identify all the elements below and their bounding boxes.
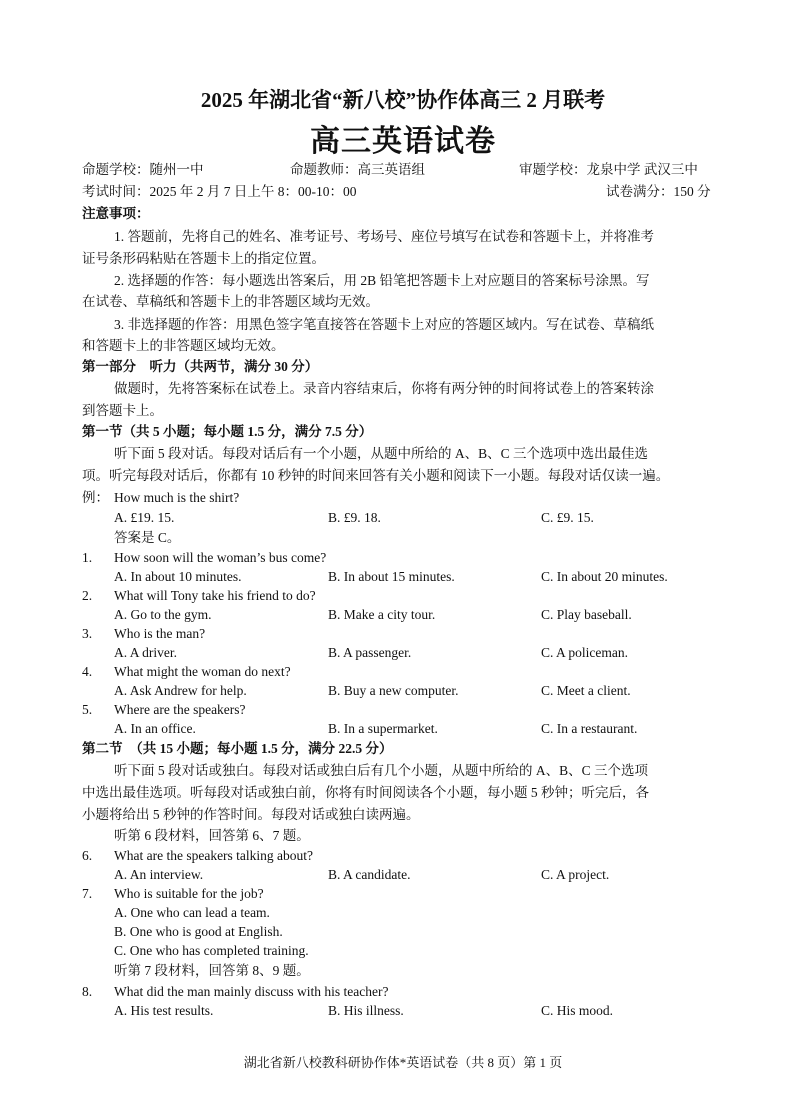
material-instruction: 听第 7 段材料，回答第 8、9 题。 [114,963,310,978]
info-reviewer: 审题学校：龙泉中学 武汉三中 [519,162,698,177]
notice-line: 2. 选择题的作答：每小题选出答案后，用 2B 铅笔把答题卡上对应题目的答案标号涂黑。写 [114,273,650,288]
option-a: A. An interview. [114,867,204,882]
option-b: B. A candidate. [328,867,411,882]
question-number: 1. [82,550,93,565]
example-label: 例： [82,490,109,505]
part1-intro: 到答题卡上。 [82,403,163,418]
option-b: B. One who is good at English. [114,924,283,939]
question-number: 6. [82,848,93,863]
example-option-b: B. £9. 18. [328,510,381,525]
section1-heading: 第一节（共 5 小题；每小题 1.5 分，满分 7.5 分） [82,424,373,439]
notice-heading: 注意事项： [82,206,150,221]
question-number: 8. [82,984,93,999]
question-number: 4. [82,664,93,679]
option-a: A. A driver. [114,645,177,660]
page-footer: 湖北省新八校教科研协作体*英语试卷（共 8 页）第 1 页 [243,1055,563,1070]
question-text: What did the man mainly discuss with his teacher? [114,984,389,999]
question-text: Where are the speakers? [114,702,246,717]
question-text: How soon will the woman’s bus come? [114,550,327,565]
question-number: 7. [82,886,93,901]
question-number: 5. [82,702,93,717]
question-text: What will Tony take his friend to do? [114,588,316,603]
example-answer: 答案是 C。 [114,530,181,545]
part1-intro: 做题时，先将答案标在试卷上。录音内容结束后，你将有两分钟的时间将试卷上的答案转涂 [114,381,654,396]
notice-line: 3. 非选择题的作答：用黑色签字笔直接答在答题卡上对应的答题区域内。写在试卷、草稿纸 [114,317,654,332]
info-score: 试卷满分：150 分 [606,184,711,199]
example-question: How much is the shirt? [114,490,240,505]
question-text: Who is suitable for the job? [114,886,264,901]
notice-line: 和答题卡上的非答题区域均无效。 [82,338,285,353]
section2-heading: 第二节 （共 15 小题；每小题 1.5 分，满分 22.5 分） [82,741,393,756]
option-b: B. His illness. [328,1003,404,1018]
exam-title: 2025 年湖北省“新八校”协作体高三 2 月联考 [200,88,606,112]
section2-intro: 中选出最佳选项。听每段对话或独白前，你将有时间阅读各个小题，每小题 5 秒钟；听完后，各 [82,785,649,800]
material-instruction: 听第 6 段材料，回答第 6、7 题。 [114,828,310,843]
part1-heading: 第一部分 听力（共两节，满分 30 分） [82,359,319,374]
notice-line: 在试卷、草稿纸和答题卡上的非答题区域均无效。 [82,294,379,309]
option-c: C. A policeman. [541,645,628,660]
notice-line: 证号条形码粘贴在答题卡上的指定位置。 [82,251,325,266]
notice-line: 1. 答题前，先将自己的姓名、准考证号、考场号、座位号填写在试卷和答题卡上，并将准考 [114,229,654,244]
option-a: A. In about 10 minutes. [114,569,242,584]
option-b: B. Buy a new computer. [328,683,459,698]
info-teacher: 命题教师：高三英语组 [290,162,425,177]
option-c: C. In about 20 minutes. [541,569,668,584]
option-a: A. One who can lead a team. [114,905,270,920]
question-number: 2. [82,588,93,603]
paper-title: 高三英语试卷 [310,124,496,159]
option-a: A. Go to the gym. [114,607,212,622]
option-c: C. His mood. [541,1003,614,1018]
option-b: B. Make a city tour. [328,607,436,622]
info-time: 考试时间：2025 年 2 月 7 日上午 8：00-10：00 [82,184,357,199]
example-option-c: C. £9. 15. [541,510,594,525]
section1-intro: 项。听完每段对话后，你都有 10 秒钟的时间来回答有关小题和阅读下一小题。每段对话仅读一遍。 [82,468,670,483]
option-c: C. A project. [541,867,610,882]
option-c: C. Meet a client. [541,683,631,698]
option-b: B. A passenger. [328,645,412,660]
option-c: C. One who has completed training. [114,943,309,958]
section1-intro: 听下面 5 段对话。每段对话后有一个小题，从题中所给的 A、B、C 三个选项中选出最佳选 [114,446,649,461]
option-a: A. Ask Andrew for help. [114,683,247,698]
section2-intro: 小题将给出 5 秒钟的作答时间。每段对话或独白读两遍。 [82,807,420,822]
option-b: B. In about 15 minutes. [328,569,455,584]
question-text: What might the woman do next? [114,664,291,679]
section2-intro: 听下面 5 段对话或独白。每段对话或独白后有几个小题，从题中所给的 A、B、C 三个选项 [114,763,649,778]
option-c: C. Play baseball. [541,607,632,622]
option-c: C. In a restaurant. [541,721,638,736]
option-a: A. In an office. [114,721,196,736]
info-school: 命题学校：随州一中 [82,162,204,177]
question-number: 3. [82,626,93,641]
question-text: What are the speakers talking about? [114,848,314,863]
option-b: B. In a supermarket. [328,721,438,736]
option-a: A. His test results. [114,1003,214,1018]
question-text: Who is the man? [114,626,206,641]
example-option-a: A. £19. 15. [114,510,175,525]
